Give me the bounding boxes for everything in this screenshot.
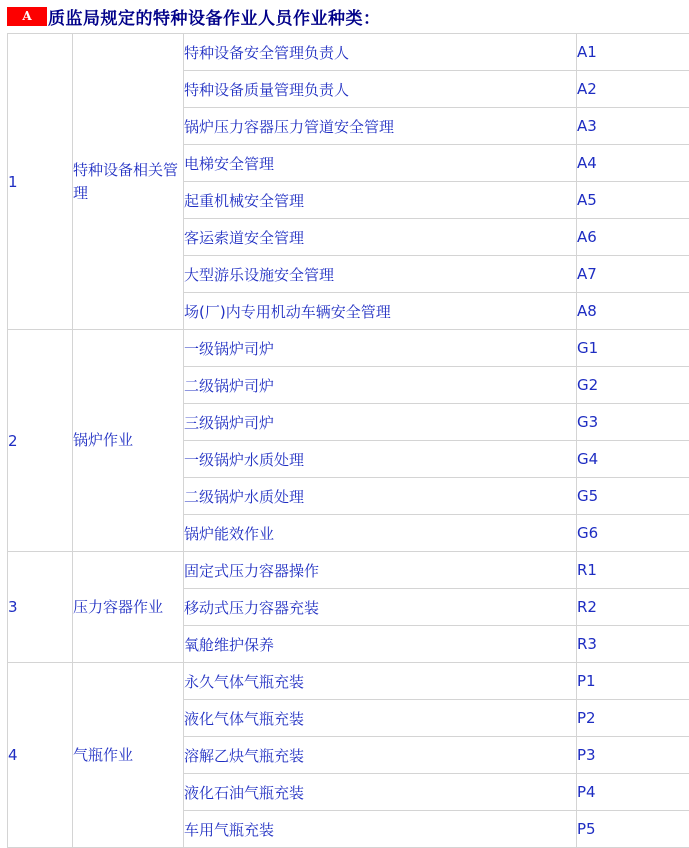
job-code-cell: G3 bbox=[577, 404, 689, 441]
section-number-cell: 4 bbox=[8, 663, 73, 848]
job-title-cell: 溶解乙炔气瓶充装 bbox=[184, 737, 577, 774]
job-title-cell: 二级锅炉司炉 bbox=[184, 367, 577, 404]
section-number-cell: 1 bbox=[8, 34, 73, 330]
job-code-cell: P5 bbox=[577, 811, 689, 848]
job-code-cell: G4 bbox=[577, 441, 689, 478]
page-title bbox=[7, 5, 381, 27]
job-code-cell: A2 bbox=[577, 71, 689, 108]
section-number-cell: 2 bbox=[8, 330, 73, 552]
table-row bbox=[8, 552, 689, 589]
job-code-cell: G2 bbox=[577, 367, 689, 404]
job-title-cell: 场(厂)内专用机动车辆安全管理 bbox=[184, 293, 577, 330]
job-title-cell: 电梯安全管理 bbox=[184, 145, 577, 182]
job-title-cell: 二级锅炉水质处理 bbox=[184, 478, 577, 515]
job-code-cell: G6 bbox=[577, 515, 689, 552]
job-code-cell: A5 bbox=[577, 182, 689, 219]
section-letter-badge: A bbox=[7, 7, 47, 26]
section-category-cell: 气瓶作业 bbox=[73, 663, 184, 848]
job-code-cell: P3 bbox=[577, 737, 689, 774]
page-title-text: 质监局规定的特种设备作业人员作业种类： bbox=[48, 4, 381, 29]
job-title-cell: 一级锅炉司炉 bbox=[184, 330, 577, 367]
job-code-cell: A3 bbox=[577, 108, 689, 145]
job-code-cell: A1 bbox=[577, 34, 689, 71]
job-title-cell: 锅炉压力容器压力管道安全管理 bbox=[184, 108, 577, 145]
job-title-cell: 车用气瓶充装 bbox=[184, 811, 577, 848]
job-title-cell: 移动式压力容器充装 bbox=[184, 589, 577, 626]
table-row bbox=[8, 330, 689, 367]
job-code-cell: R1 bbox=[577, 552, 689, 589]
job-title-cell: 特种设备安全管理负责人 bbox=[184, 34, 577, 71]
job-code-cell: A6 bbox=[577, 219, 689, 256]
job-title-cell: 大型游乐设施安全管理 bbox=[184, 256, 577, 293]
job-code-cell: G1 bbox=[577, 330, 689, 367]
job-title-cell: 客运索道安全管理 bbox=[184, 219, 577, 256]
section-category-cell: 锅炉作业 bbox=[73, 330, 184, 552]
job-code-cell: P1 bbox=[577, 663, 689, 700]
job-title-cell: 起重机械安全管理 bbox=[184, 182, 577, 219]
job-title-cell: 锅炉能效作业 bbox=[184, 515, 577, 552]
job-title-cell: 氧舱维护保养 bbox=[184, 626, 577, 663]
job-code-cell: P4 bbox=[577, 774, 689, 811]
job-code-cell: A7 bbox=[577, 256, 689, 293]
section-category-cell: 压力容器作业 bbox=[73, 552, 184, 663]
section-category-cell: 特种设备相关管理 bbox=[73, 34, 184, 330]
job-code-cell: R3 bbox=[577, 626, 689, 663]
job-title-cell: 固定式压力容器操作 bbox=[184, 552, 577, 589]
job-title-cell: 一级锅炉水质处理 bbox=[184, 441, 577, 478]
job-code-cell: G5 bbox=[577, 478, 689, 515]
job-title-cell: 液化气体气瓶充装 bbox=[184, 700, 577, 737]
table-row bbox=[8, 663, 689, 700]
job-title-cell: 三级锅炉司炉 bbox=[184, 404, 577, 441]
job-code-cell: A8 bbox=[577, 293, 689, 330]
job-code-cell: A4 bbox=[577, 145, 689, 182]
job-title-cell: 特种设备质量管理负责人 bbox=[184, 71, 577, 108]
job-title-cell: 永久气体气瓶充装 bbox=[184, 663, 577, 700]
job-title-cell: 液化石油气瓶充装 bbox=[184, 774, 577, 811]
categories-table bbox=[7, 33, 689, 848]
job-code-cell: R2 bbox=[577, 589, 689, 626]
section-number-cell: 3 bbox=[8, 552, 73, 663]
table-row bbox=[8, 34, 689, 71]
categories-table-body bbox=[8, 34, 689, 848]
job-code-cell: P2 bbox=[577, 700, 689, 737]
